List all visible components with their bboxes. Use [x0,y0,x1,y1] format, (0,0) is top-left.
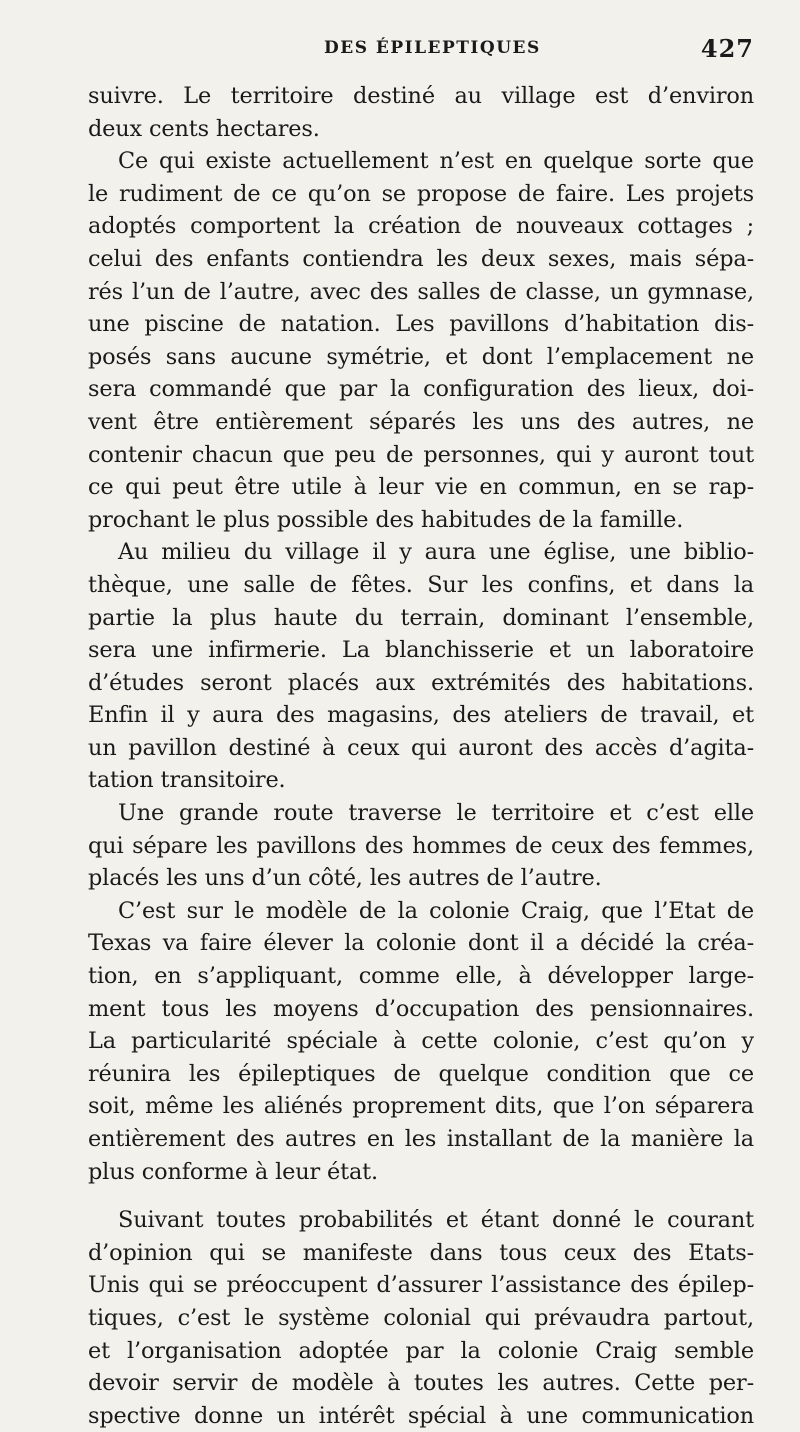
text-line: suivre. Le territoire destiné au village est d’environ [88,83,754,109]
text-line: sera une infirmerie. La blanchisserie et un laboratoire [88,637,754,664]
text-line: spective donne un intérêt spécial à une communication [88,1402,754,1429]
text-line: ment tous les moyens d’occupation des pensionnaires. [88,995,754,1022]
text-line: Ce qui existe actuellement n’est en quelque sorte que [118,148,754,175]
text-line: devoir servir de modèle à toutes les autres. Cette per- [88,1370,754,1397]
text-line: posés sans aucune symétrie, et dont l’emplacement ne [88,343,754,370]
text-line: réunira les épileptiques de quelque condition que ce [88,1060,754,1087]
text-line: le rudiment de ce qu’on se propose de faire. Les projets [88,180,754,207]
text-line: sera commandé que par la configuration des lieux, doi- [88,376,754,403]
text-line: partie la plus haute du terrain, dominant l’ensemble, [88,604,754,631]
text-line: Suivant toutes probabilités et étant donné le courant [118,1207,754,1234]
text-line: soit, même les aliénés proprement dits, que l’on séparera [88,1093,754,1120]
body-text [88,80,754,1432]
text-line: placés les uns d’un côté, les autres de l’autre. [88,865,602,892]
text-line: thèque, une salle de fêtes. Sur les confins, et dans la [88,571,754,598]
running-head [88,34,754,80]
text-line: entièrement des autres en les installant de la manière la [88,1126,754,1152]
paragraph-gap [88,1188,754,1204]
text-line: Au milieu du village il y aura une église, une biblio- [118,539,754,566]
text-line: celui des enfants contiendra les deux sexes, mais sépa- [88,245,754,272]
text-line: C’est sur le modèle de la colonie Craig, que l’Etat de [118,897,754,924]
text-line: et l’organisation adoptée par la colonie Craig semble [88,1337,754,1364]
text-line: Enfin il y aura des magasins, des ateliers de travail, et [88,702,754,729]
running-title: DES ÉPILEPTIQUES [324,38,541,58]
text-line: deux cents hectares. [88,115,320,142]
text-line: un pavillon destiné à ceux qui auront des accès d’agita- [88,734,754,761]
text-line: adoptés comportent la création de nouveaux cottages ; [88,213,754,240]
text-line: ce qui peut être utile à leur vie en commun, en se rap- [88,474,754,501]
text-line: rés l’un de l’autre, avec des salles de classe, un gymnase, [88,278,754,305]
text-line: tiques, c’est le système colonial qui prévaudra partout, [88,1304,754,1331]
text-line: d’études seront placés aux extrémités des habitations. [88,669,754,696]
text-line: d’opinion qui se manifeste dans tous ceux des Etats- [88,1239,754,1266]
text-line: Unis qui se préoccupent d’assurer l’assistance des épilep- [88,1272,754,1299]
text-line: tion, en s’appliquant, comme elle, à développer large- [88,963,754,990]
text-line: Une grande route traverse le territoire et c’est elle [118,800,754,827]
text-line: prochant le plus possible des habitudes de la famille. [88,506,684,533]
text-line: vent être entièrement séparés les uns des autres, ne [88,408,754,435]
text-line: Texas va faire élever la colonie dont il a décidé la créa- [88,930,754,957]
page-number: 427 [700,34,754,63]
text-line: tation transitoire. [88,767,286,794]
text-line: La particularité spéciale à cette colonie, c’est qu’on y [88,1028,754,1055]
text-line: qui sépare les pavillons des hommes de ceux des femmes, [88,832,754,859]
text-line: une piscine de natation. Les pavillons d’habitation dis- [88,311,754,338]
text-line: plus conforme à leur état. [88,1158,378,1185]
text-line: contenir chacun que peu de personnes, qui y auront tout [88,441,754,468]
